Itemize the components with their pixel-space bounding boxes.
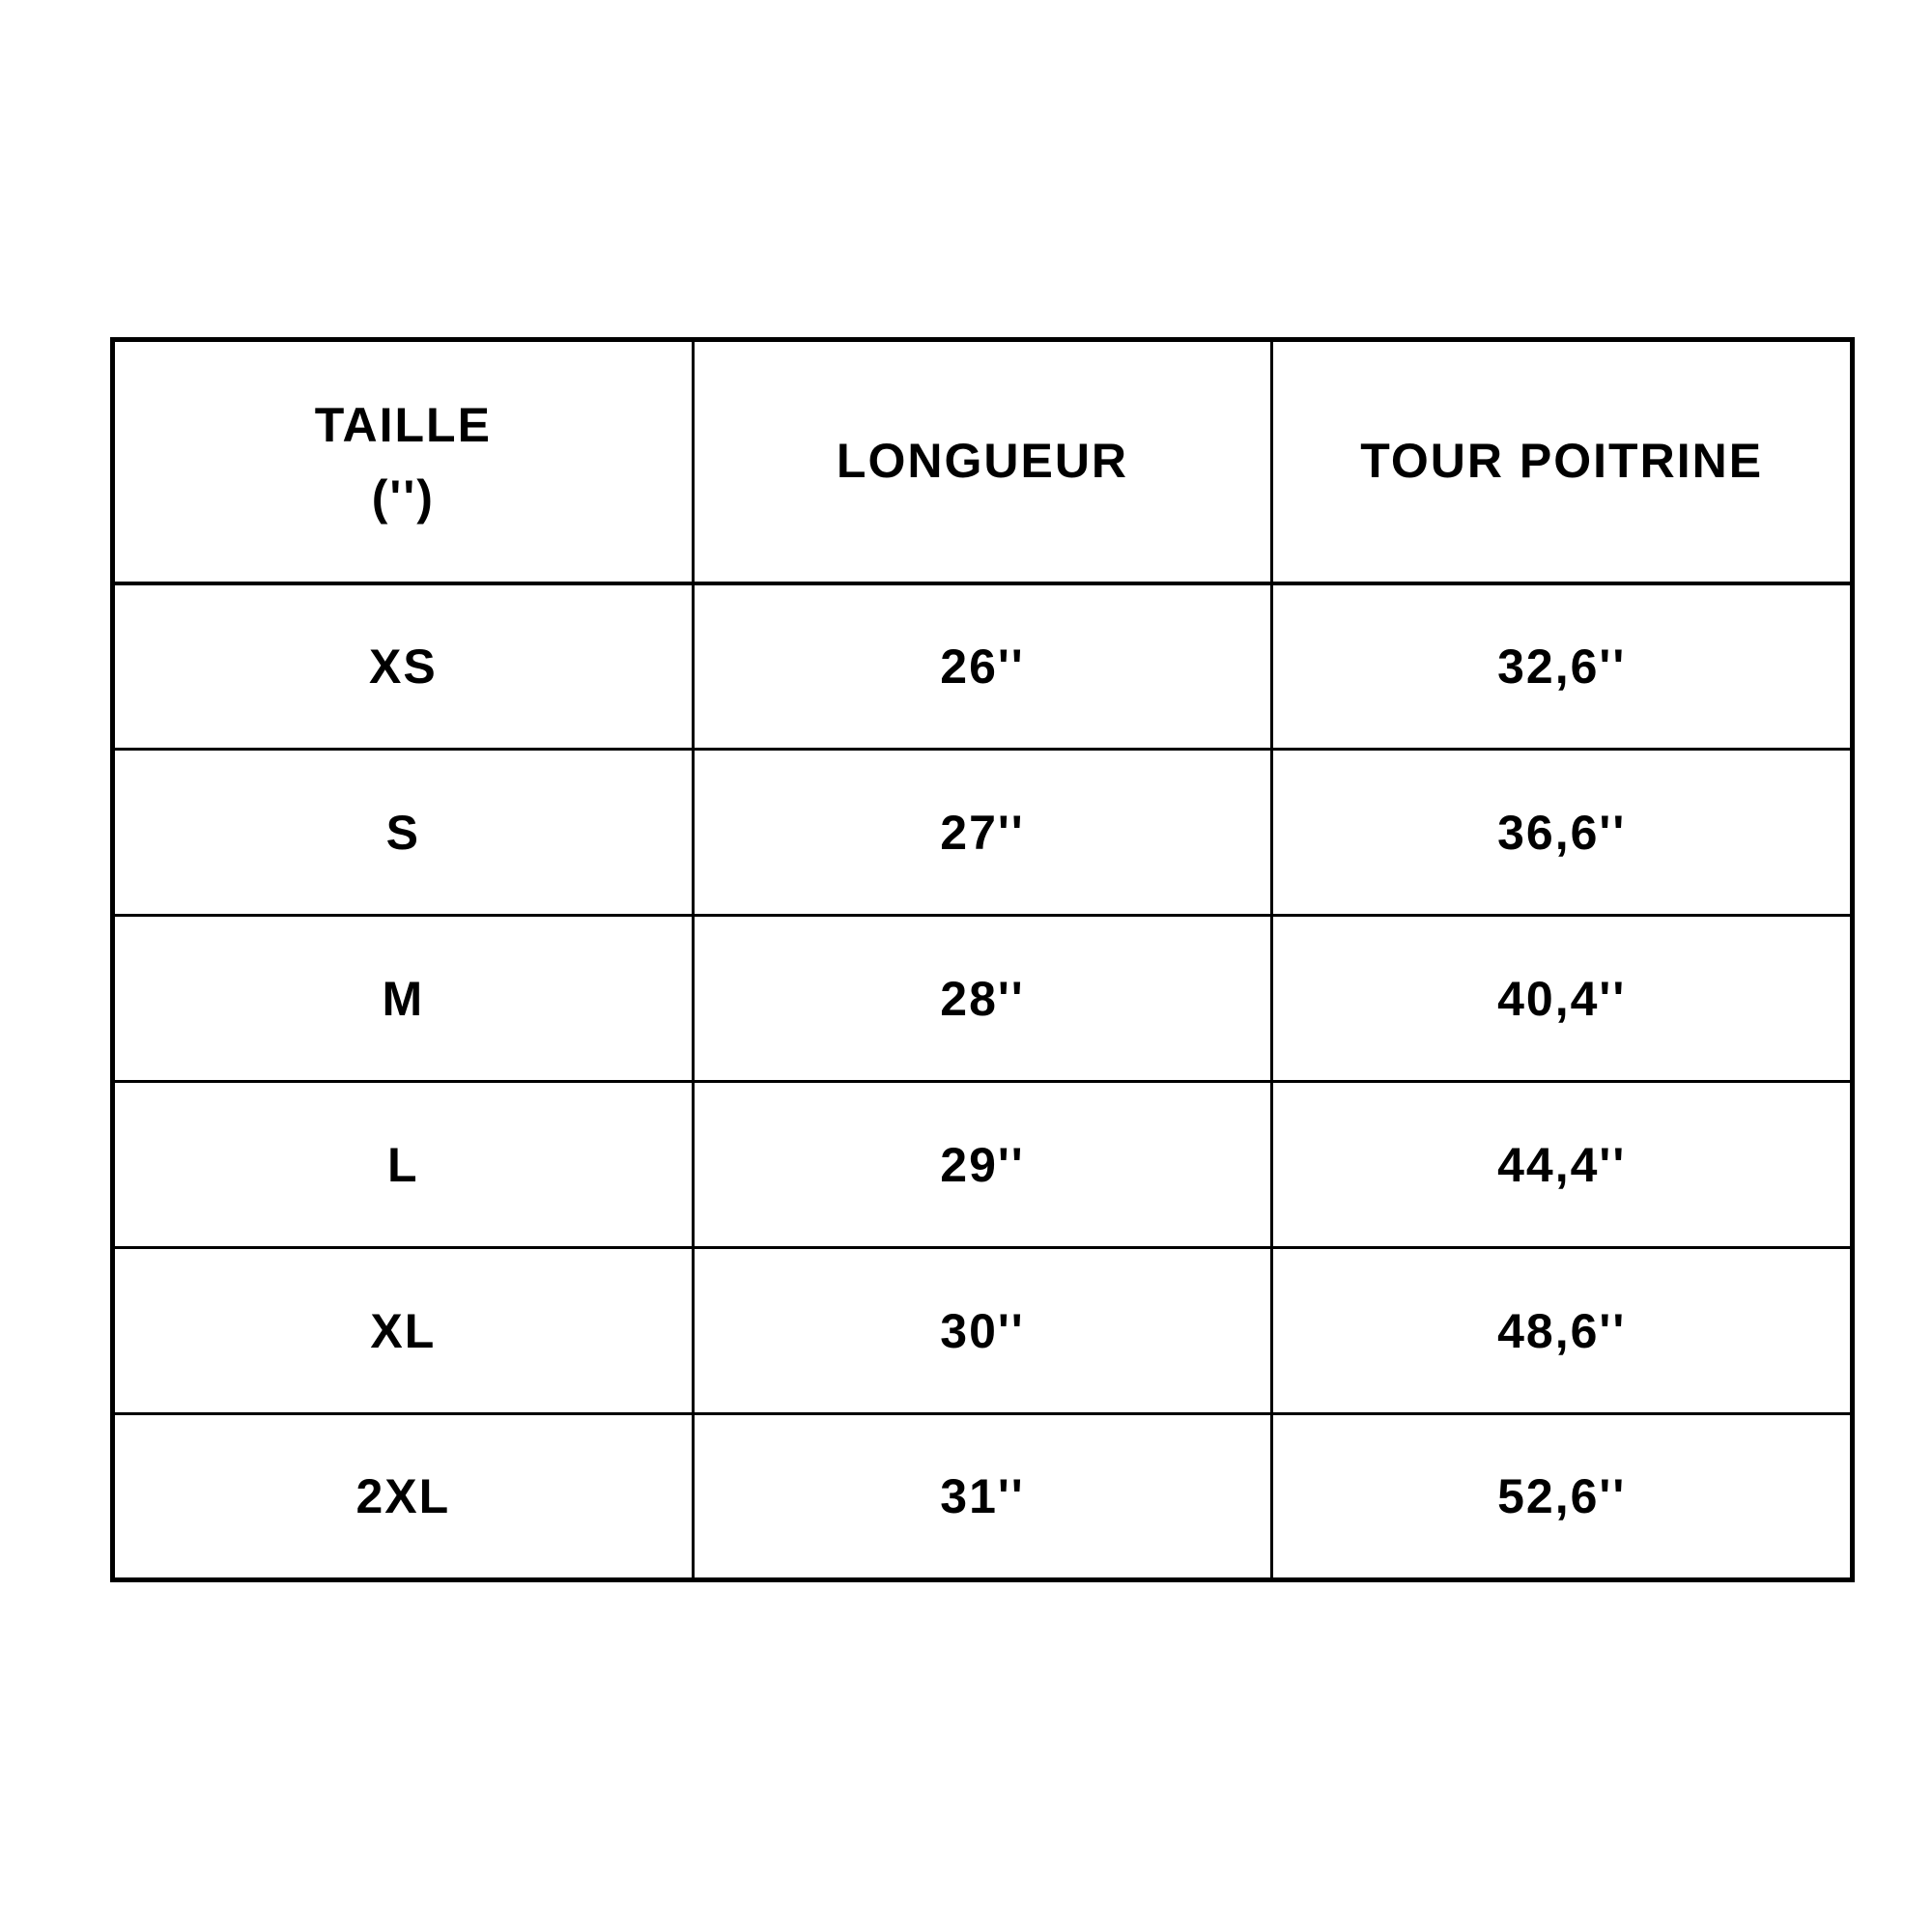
column-header-longueur-label: LONGUEUR [836, 434, 1129, 489]
cell-size-s: S [113, 750, 694, 916]
cell-tour-poitrine-m: 40,4'' [1272, 916, 1853, 1082]
table-row-l [113, 1082, 1853, 1248]
cell-size-l: L [113, 1082, 694, 1248]
cell-size-2xl: 2XL [113, 1414, 694, 1580]
cell-tour-poitrine-l: 44,4'' [1272, 1082, 1853, 1248]
table-row-m [113, 916, 1853, 1082]
table-row-xl [113, 1248, 1853, 1414]
table-row-s [113, 750, 1853, 916]
column-header-tour-poitrine [1272, 340, 1853, 583]
column-header-taille-unit: ('') [371, 469, 435, 525]
cell-tour-poitrine-2xl: 52,6'' [1272, 1414, 1853, 1580]
column-header-longueur [693, 340, 1272, 583]
table-row-xs [113, 583, 1853, 750]
cell-longueur-2xl: 31'' [693, 1414, 1272, 1580]
table-header-row [113, 340, 1853, 583]
cell-longueur-l: 29'' [693, 1082, 1272, 1248]
cell-size-xs: XS [113, 583, 694, 750]
cell-tour-poitrine-s: 36,6'' [1272, 750, 1853, 916]
cell-longueur-m: 28'' [693, 916, 1272, 1082]
cell-size-m: M [113, 916, 694, 1082]
column-header-taille [113, 340, 694, 583]
cell-longueur-xl: 30'' [693, 1248, 1272, 1414]
size-chart-table [110, 337, 1855, 1582]
cell-longueur-xs: 26'' [693, 583, 1272, 750]
cell-longueur-s: 27'' [693, 750, 1272, 916]
cell-tour-poitrine-xl: 48,6'' [1272, 1248, 1853, 1414]
cell-tour-poitrine-xs: 32,6'' [1272, 583, 1853, 750]
table-row-2xl [113, 1414, 1853, 1580]
column-header-tour-poitrine-label: TOUR POITRINE [1360, 434, 1764, 489]
cell-size-xl: XL [113, 1248, 694, 1414]
column-header-taille-label: TAILLE [314, 397, 492, 452]
